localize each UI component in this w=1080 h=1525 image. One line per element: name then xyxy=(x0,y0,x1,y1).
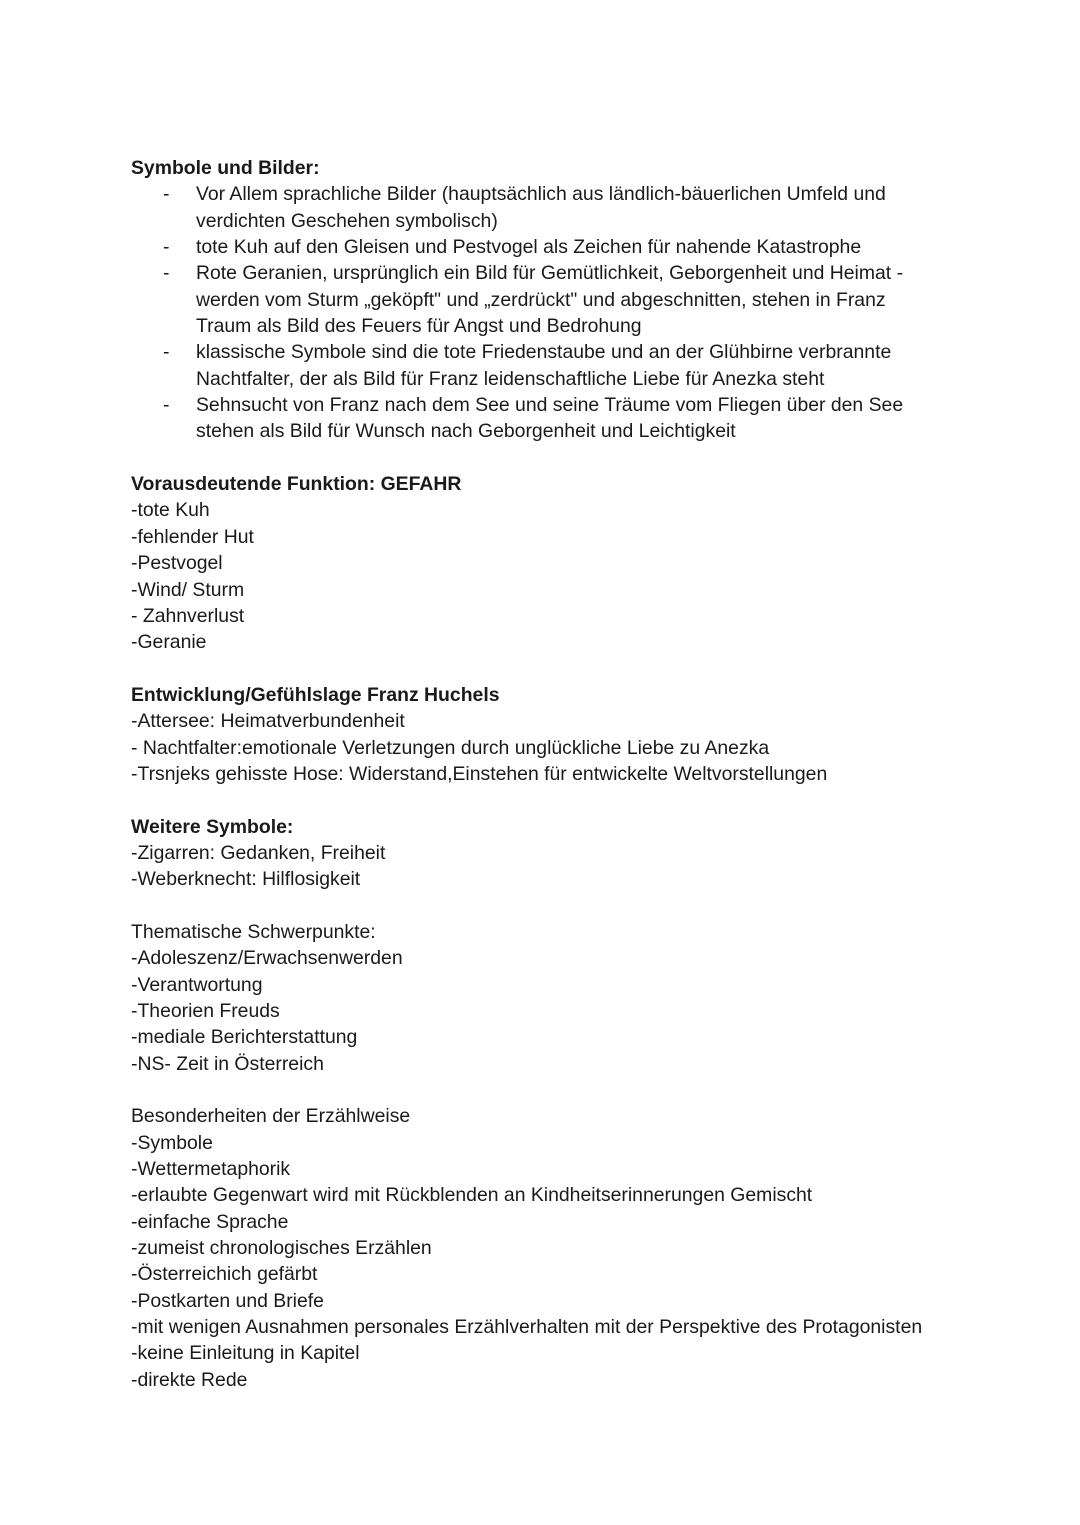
blank-line xyxy=(131,445,991,471)
section-heading: Thematische Schwerpunkte: xyxy=(131,920,376,943)
bullet-text: tote Kuh auf den Gleisen und Pestvogel als Zeichen für nahende Katastrophe xyxy=(196,236,862,259)
list-item: -einfache Sprache xyxy=(131,1210,289,1233)
list-item: -erlaubte Gegenwart wird mit Rückblenden an Kindheitserinnerungen Gemischt xyxy=(131,1184,813,1207)
bullet-list xyxy=(131,181,991,444)
bullet-item xyxy=(131,234,936,260)
list-item: -Adoleszenz/Erwachsenwerden xyxy=(131,947,403,970)
section-heading: Entwicklung/Gefühlslage Franz Huchels xyxy=(131,683,500,706)
list-item: -Verantwortung xyxy=(131,973,263,996)
list-item: -Postkarten und Briefe xyxy=(131,1289,324,1312)
section-3 xyxy=(131,814,991,893)
list-item: -Attersee: Heimatverbundenheit xyxy=(131,710,405,733)
list-item: -Geranie xyxy=(131,631,207,654)
section-5 xyxy=(131,1103,991,1393)
list-item: -Pestvogel xyxy=(131,552,223,575)
list-item: -mit wenigen Ausnahmen personales Erzählverhalten mit der Perspektive des Protagonisten xyxy=(131,1316,923,1339)
list-item: - Zahnverlust xyxy=(131,604,245,627)
bullet-text: Sehnsucht von Franz nach dem See und seine Träume vom Fliegen über den See stehen als Bild für Wunsch nach Geborgenheit und Leichtigkeit xyxy=(196,394,904,443)
list-item: -keine Einleitung in Kapitel xyxy=(131,1342,360,1365)
bullet-item xyxy=(131,392,936,445)
list-item: -Österreichich gefärbt xyxy=(131,1263,318,1286)
bullet-marker: - xyxy=(163,341,170,364)
blank-line xyxy=(131,656,991,682)
bullet-marker: - xyxy=(163,236,170,259)
bullet-marker: - xyxy=(163,183,170,206)
blank-line xyxy=(131,1077,991,1103)
section-heading: Weitere Symbole: xyxy=(131,815,294,838)
section-heading: Vorausdeutende Funktion: GEFAHR xyxy=(131,473,462,496)
bullet-item xyxy=(131,260,936,339)
bullet-text: Rote Geranien, ursprünglich ein Bild für Gemütlichkeit, Geborgenheit und Heimat - werden vom Sturm „geköpft" und „zerdrückt" und abgeschnitten, stehen in Franz Traum als Bild des Feuers für Angst und Bedrohung xyxy=(196,262,904,338)
list-item: -Wettermetaphorik xyxy=(131,1158,291,1181)
list-item: -zumeist chronologisches Erzählen xyxy=(131,1237,432,1260)
list-item: -direkte Rede xyxy=(131,1368,248,1391)
list-item: -tote Kuh xyxy=(131,499,210,522)
list-item: -Wind/ Sturm xyxy=(131,578,245,601)
list-item: -Zigarren: Gedanken, Freiheit xyxy=(131,841,386,864)
list-item: -Weberknecht: Hilflosigkeit xyxy=(131,868,361,891)
blank-line xyxy=(131,893,991,919)
list-item: -Symbole xyxy=(131,1131,213,1154)
section-heading: Besonderheiten der Erzählweise xyxy=(131,1105,411,1128)
bullet-marker: - xyxy=(163,394,170,417)
list-item: -Trsnjeks gehisste Hose: Widerstand,Einstehen für entwickelte Weltvorstellungen xyxy=(131,762,828,785)
document-page xyxy=(131,155,991,1393)
list-item: - Nachtfalter:emotionale Verletzungen durch unglückliche Liebe zu Anezka xyxy=(131,736,770,759)
section-2 xyxy=(131,682,991,787)
bullet-item xyxy=(131,181,936,234)
list-item: -Theorien Freuds xyxy=(131,1000,280,1022)
section-heading: Symbole und Bilder: xyxy=(131,157,320,179)
bullet-text: klassische Symbole sind die tote Friedenstaube und an der Glühbirne verbrannte Nachtfalter, der als Bild für Franz leidenschaftliche Liebe für Anezka steht xyxy=(196,341,892,390)
bullet-text: Vor Allem sprachliche Bilder (hauptsächlich aus ländlich-bäuerlichen Umfeld und verdichten Geschehen symbolisch) xyxy=(196,183,886,232)
list-item: -mediale Berichterstattung xyxy=(131,1026,358,1049)
bullet-item xyxy=(131,339,936,392)
section-0 xyxy=(131,155,991,445)
list-item: -NS- Zeit in Österreich xyxy=(131,1052,324,1075)
section-1 xyxy=(131,471,991,655)
bullet-marker: - xyxy=(163,262,170,285)
blank-line xyxy=(131,787,991,813)
list-item: -fehlender Hut xyxy=(131,525,254,548)
section-4 xyxy=(131,919,991,1077)
